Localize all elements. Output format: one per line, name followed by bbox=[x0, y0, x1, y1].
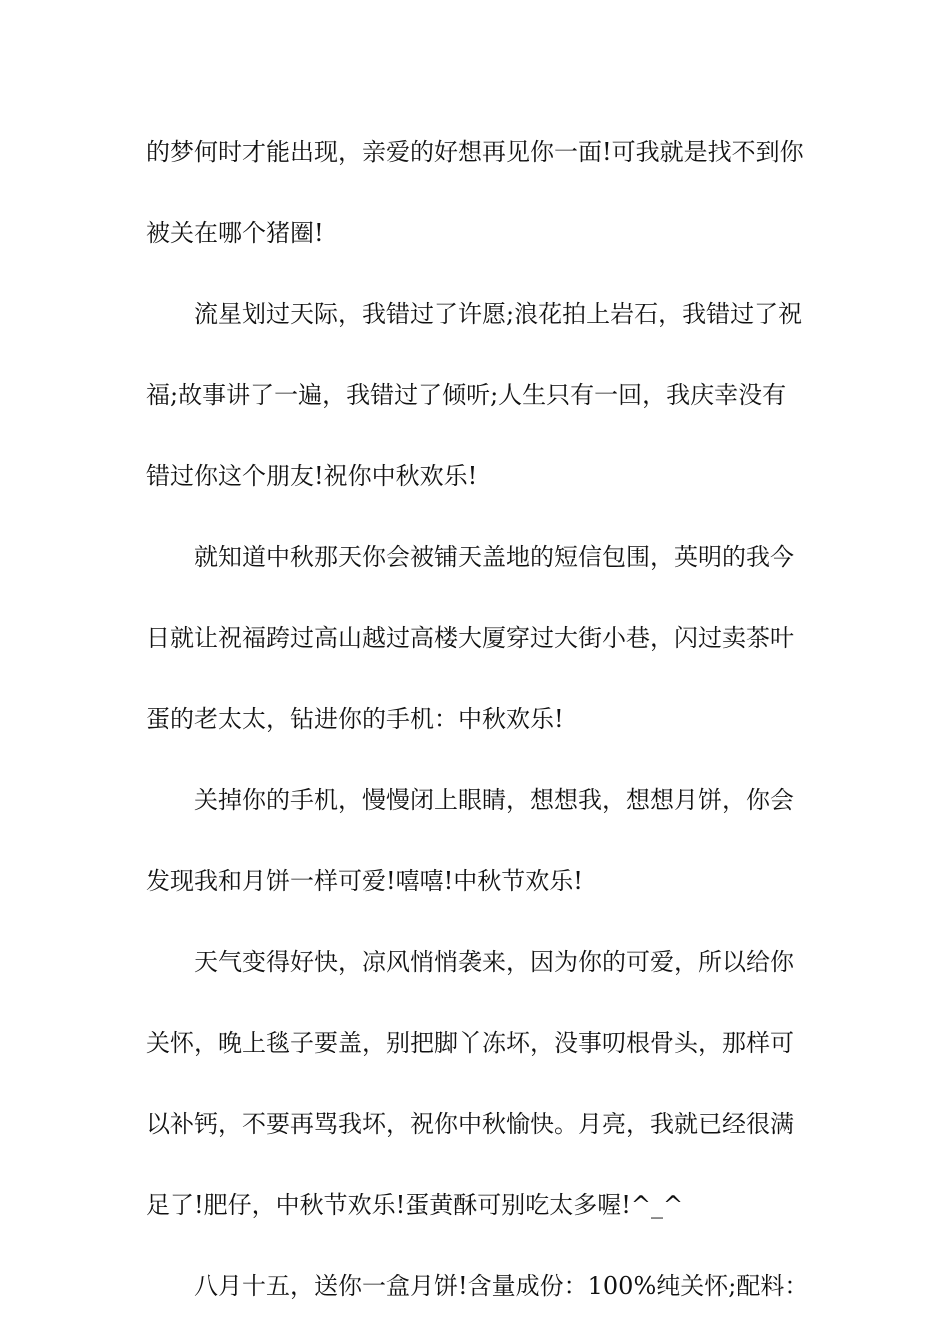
paragraph-start-line: 就知道中秋那天你会被铺天盖地的短信包围，英明的我今 bbox=[194, 543, 794, 571]
paragraph-start-line: 八月十五，送你一盒月饼!含量成份：100%纯关怀;配料： bbox=[194, 1272, 809, 1300]
document-body bbox=[146, 128, 810, 1343]
text-line: 以补钙，不要再骂我坏，祝你中秋愉快。月亮，我就已经很满 bbox=[146, 1110, 794, 1138]
text-line: 被关在哪个猪圈! bbox=[146, 219, 324, 247]
paragraph-start-line: 关掉你的手机，慢慢闭上眼睛，想想我，想想月饼，你会 bbox=[194, 786, 794, 814]
text-line: 错过你这个朋友!祝你中秋欢乐! bbox=[146, 462, 478, 490]
text-line: 福;故事讲了一遍，我错过了倾听;人生只有一回，我庆幸没有 bbox=[146, 381, 787, 409]
paragraph-start-line: 天气变得好快，凉风悄悄袭来，因为你的可爱，所以给你 bbox=[194, 948, 794, 976]
text-line: 足了!肥仔，中秋节欢乐!蛋黄酥可别吃太多喔!^_^ bbox=[146, 1191, 684, 1219]
paragraph-start-line: 流星划过天际，我错过了许愿;浪花拍上岩石，我错过了祝 bbox=[194, 300, 803, 328]
text-line: 日就让祝福跨过高山越过高楼大厦穿过大街小巷，闪过卖茶叶 bbox=[146, 624, 794, 652]
text-line: 蛋的老太太，钻进你的手机：中秋欢乐! bbox=[146, 705, 564, 733]
text-line: 发现我和月饼一样可爱!嘻嘻!中秋节欢乐! bbox=[146, 867, 583, 895]
text-line: 关怀，晚上毯子要盖，别把脚丫冻坏，没事叨根骨头，那样可 bbox=[146, 1029, 794, 1057]
text-line: 的梦何时才能出现，亲爱的好想再见你一面!可我就是找不到你 bbox=[146, 138, 804, 166]
